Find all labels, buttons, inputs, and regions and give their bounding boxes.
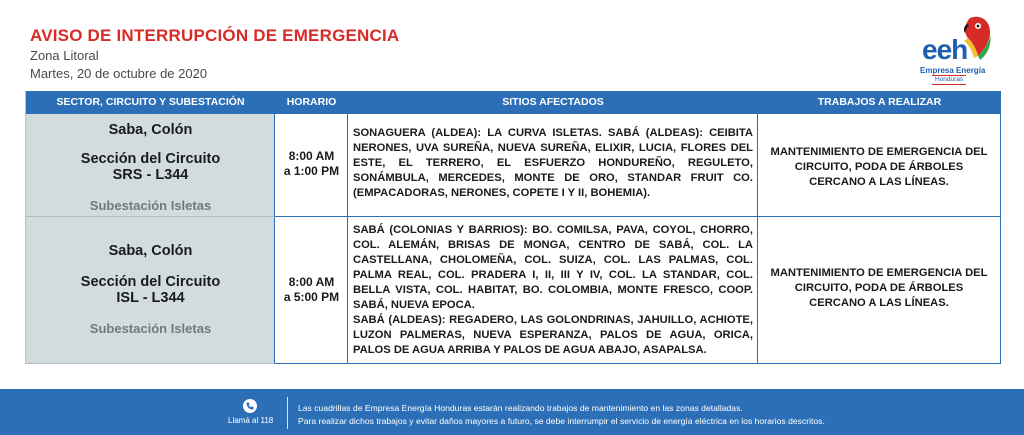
footer-line-1: Las cuadrillas de Empresa Energía Honduras estarán realizando trabajos de mantenimiento en las zonas detalladas.: [298, 403, 743, 413]
page-title: AVISO DE INTERRUPCIÓN DE EMERGENCIA: [30, 26, 400, 45]
row-substation: Subestación Isletas: [89, 321, 212, 336]
horario-cell: [275, 114, 348, 217]
horario-cell: [275, 217, 348, 364]
footer-bar: [0, 389, 1024, 435]
zone-label: Zona Litoral: [30, 48, 99, 63]
row-time-end: a 1:00 PM: [283, 164, 340, 178]
row-substation: Subestación Isletas: [89, 198, 212, 213]
row-sites: SABÁ (COLONIAS Y BARRIOS): BO. COMILSA, PAVA, COYOL, CHORRO, COL. ALEMÁN, BRISAS DE MONGA, CENTRO DE SABÁ, COL. LA CASTELLANA, CHOLOMEÑA, COL. SUIZA, COL. LAS PALMAS, COL. PALMA REAL, COL. PRADERA I, II, III Y IV, COL. LA STANDAR, COL. BELLA VISTA, COL. HABITAT, BO. COLOMBIA, MONTE FRESCO, COOP. SABÁ, NUEVA EPOCA.: [353, 224, 753, 311]
row-time-start: 8:00 AM: [288, 275, 335, 289]
row-circuit: ISL - L344: [116, 290, 185, 306]
table-row: [26, 217, 1001, 364]
logo-wordmark: eeh: [922, 34, 968, 65]
sector-cell: [26, 114, 275, 217]
table-row: [26, 114, 1001, 217]
row-time-end: a 5:00 PM: [283, 290, 340, 304]
footer-line-2: Para realizar dichos trabajos y evitar daños mayores a futuro, se debe interrumpir el servicio de energía eléctrica en los horarios descritos.: [298, 416, 825, 426]
footer-notice: [298, 402, 858, 428]
header-sector: SECTOR, CIRCUITO Y SUBESTACIÓN: [56, 96, 245, 108]
table-header: [26, 91, 1001, 114]
row-location: Saba, Colón: [108, 243, 193, 259]
row-time-start: 8:00 AM: [288, 149, 335, 163]
date-label: Martes, 20 de octubre de 2020: [30, 66, 208, 81]
row-sites: SONAGUERA (ALDEA): LA CURVA ISLETAS. SABÁ (ALDEAS): CEIBITA NERONES, UVA SUREÑA, NUEVA SUREÑA, ELIXIR, LUCIA, FLORES DEL ESTE, EL TERRERO, EL ESFUERZO HONDUREÑO, REGULETO, SONÁMBULA, MERCEDES, MONTE DE ORO, STANDAR FRUIT CO. (EMPACADORAS, NERONES, COPETE I Y II, BOHEMIA).: [353, 127, 753, 199]
header-horario: HORARIO: [286, 96, 337, 108]
row-circuit: SRS - L344: [112, 167, 189, 183]
row-works: MANTENIMIENTO DE EMERGENCIA DEL CIRCUITO, PODA DE ÁRBOLES CERCANO A LAS LÍNEAS.: [770, 146, 988, 188]
sitios-cell: [348, 217, 758, 364]
sector-cell: [26, 217, 275, 364]
footer-divider: [287, 397, 288, 429]
row-section-label: Sección del Circuito: [80, 151, 221, 167]
logo-company: Empresa Energía: [920, 66, 986, 75]
row-sites-aldeas: SABÁ (ALDEAS): REGADERO, LAS GOLONDRINAS, JAHUILLO, ACHIOTE, LUZON PALMERAS, NUEVA ESPERANZA, PALOS DE AGUA, ORICA, PALOS DE AGUA ARRIBA Y PALOS DE AGUA ABAJO, ASAPALSA.: [353, 314, 753, 356]
header-sitios: SITIOS AFECTADOS: [502, 96, 604, 108]
call-label: Llamá al 118: [228, 416, 274, 425]
interruption-table: [25, 91, 1000, 364]
sitios-cell: [348, 114, 758, 217]
trabajos-cell: [758, 114, 1001, 217]
logo-country: Honduras: [932, 75, 966, 85]
trabajos-cell: [758, 217, 1001, 364]
row-section-label: Sección del Circuito: [80, 274, 221, 290]
header-trabajos: TRABAJOS A REALIZAR: [817, 96, 942, 108]
eeh-logo: [918, 14, 994, 86]
row-location: Saba, Colón: [108, 122, 193, 138]
phone-icon[interactable]: [243, 399, 257, 413]
row-works: MANTENIMIENTO DE EMERGENCIA DEL CIRCUITO, PODA DE ÁRBOLES CERCANO A LAS LÍNEAS.: [770, 267, 988, 309]
